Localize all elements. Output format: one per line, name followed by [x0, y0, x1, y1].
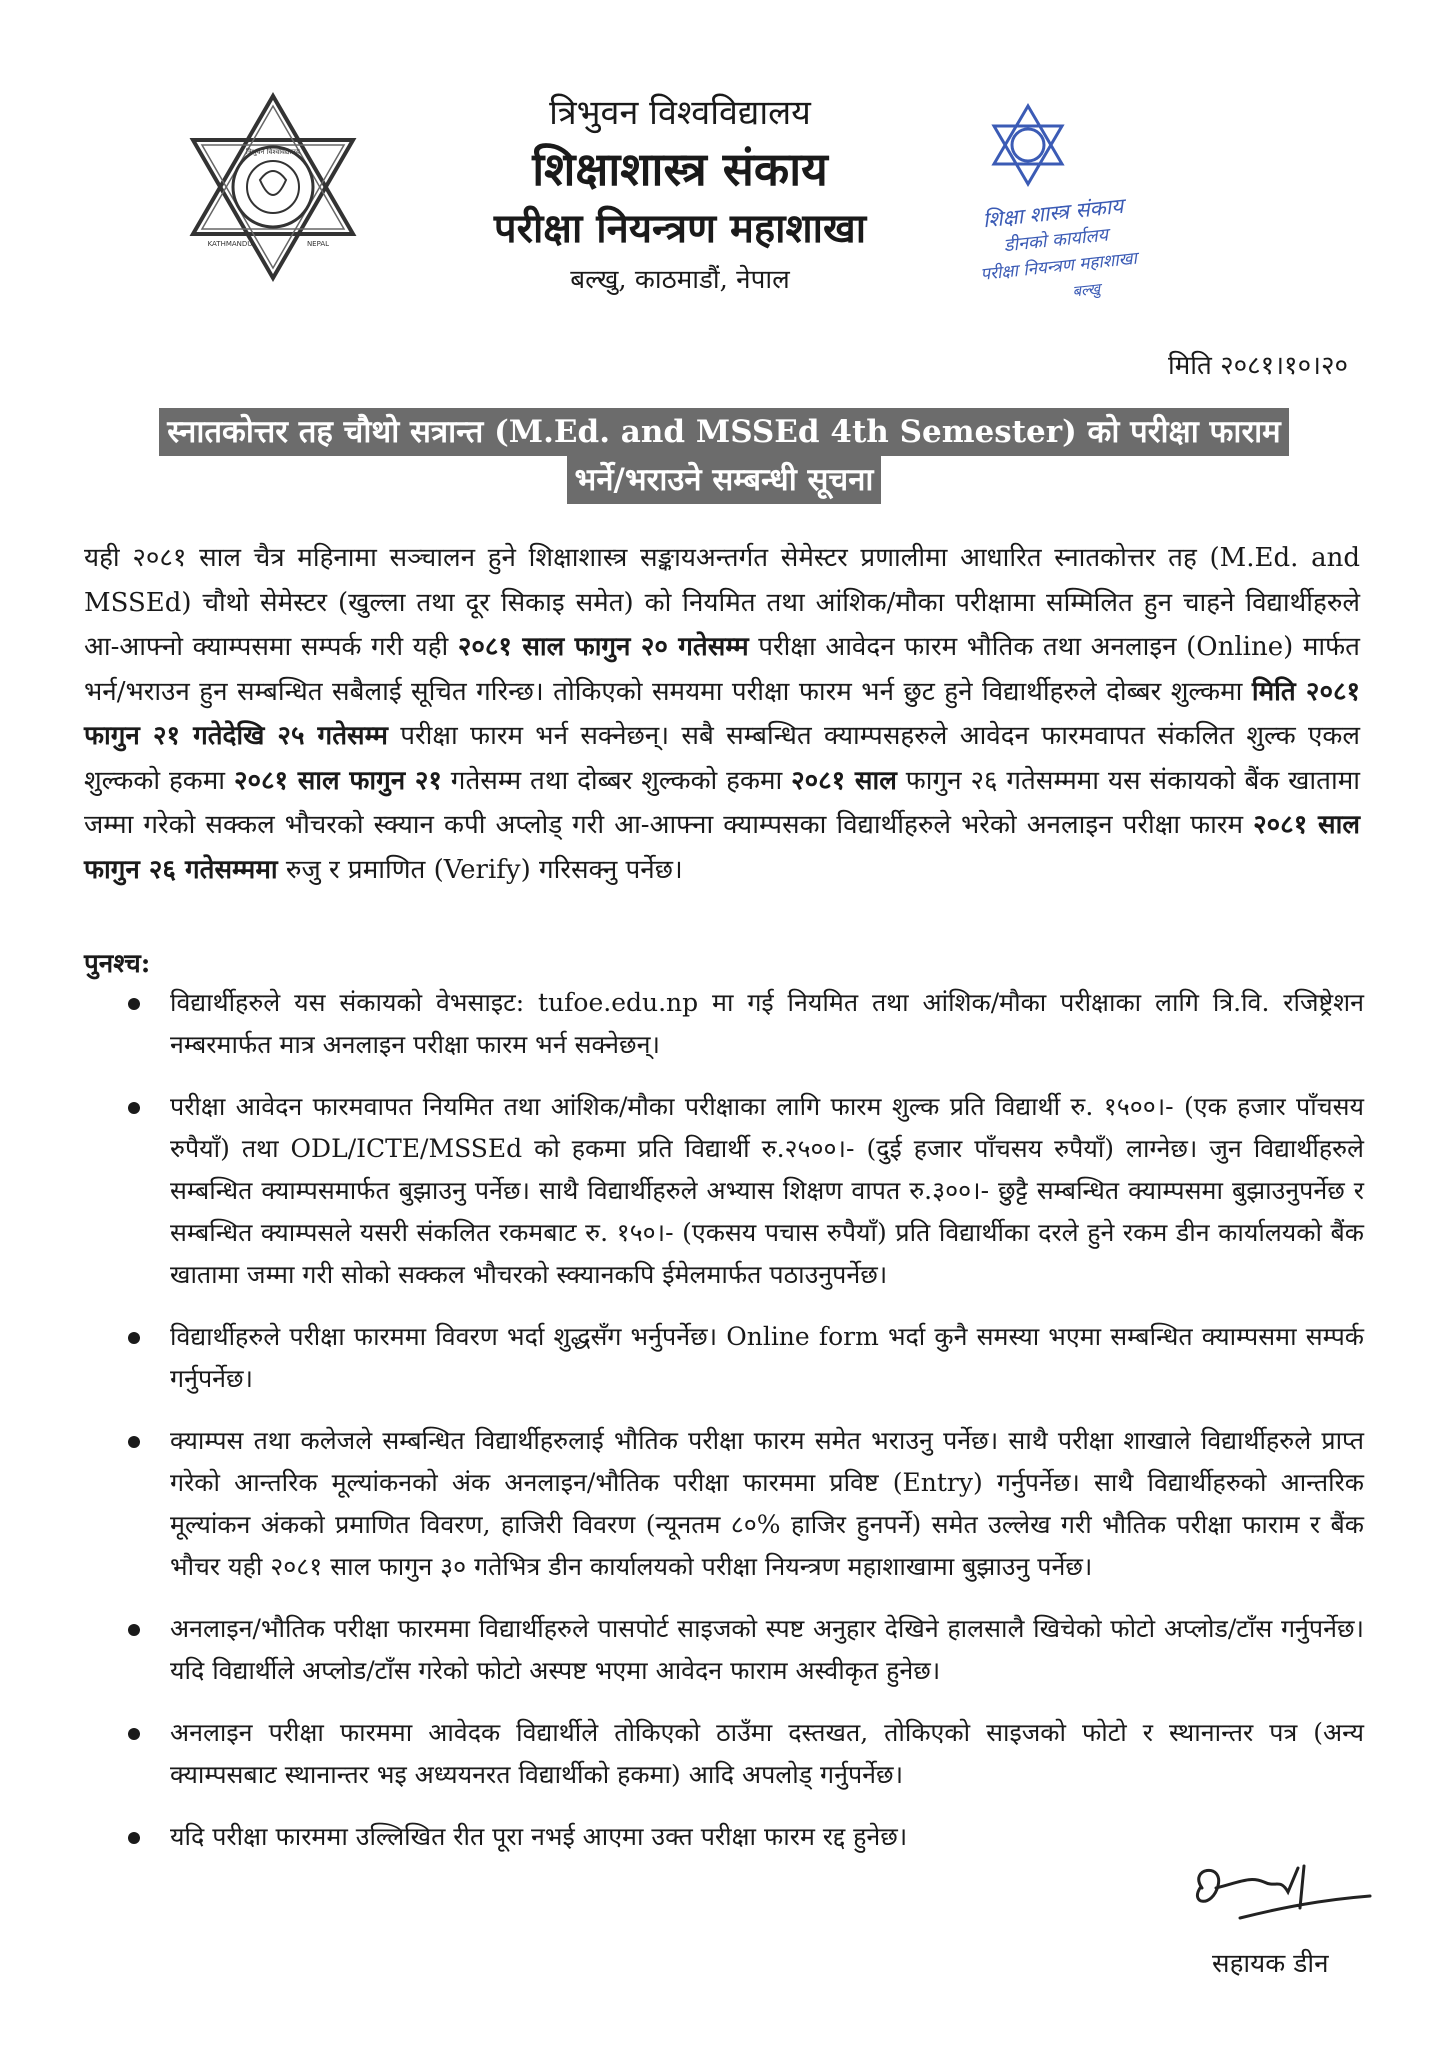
logo-text-top: त्रिभुवन विश्वविद्यालय — [246, 148, 300, 156]
body-bold-late-period: मिति २०८१ फागुन २१ गतेदेखि २५ गतेसम्म — [84, 676, 1361, 751]
bullet-icon — [128, 1728, 140, 1740]
list-item — [120, 1420, 1364, 1588]
list-item-text: अनलाइन/भौतिक परीक्षा फारममा विद्यार्थीहरुले पासपोर्ट साइजको स्पष्ट अनुहार देखिने हालसालै खिचेको फोटो अप्लोड/टाँस गर्नुपर्नेछ। यदि विद्यार्थीले अप्लोड/टाँस गरेको फोटो अस्पष्ट भएमा आवेदन फाराम अस्वीकृत हुनेछ। — [170, 1614, 1364, 1685]
list-item — [120, 1086, 1364, 1296]
notice-title — [118, 408, 1330, 504]
stamp-line-4: बल्खु — [1071, 279, 1101, 301]
stamp-line-3: परीक्षा नियन्त्रण महाशाखा — [979, 248, 1138, 285]
list-item-text: विद्यार्थीहरुले परीक्षा फारममा विवरण भर्दा शुद्धसँग भर्नुपर्नेछ। Online form भर्दा कुनै समस्या भएमा सम्बन्धित क्याम्पसमा सम्पर्क गर्नुपर्नेछ। — [170, 1322, 1364, 1393]
office-address: बल्खु, काठमाडौं, नेपाल — [570, 265, 790, 295]
bullet-icon — [128, 1102, 140, 1114]
office-stamp-icon — [940, 92, 1170, 322]
list-item-text: विद्यार्थीहरुले यस संकायको वेभसाइट: tufoe.edu.np मा गई नियमित तथा आंशिक/मौका परीक्षाका लागि त्रि.वि. रजिष्ट्रेशन नम्बरमार्फत मात्र अनलाइन परीक्षा फारम भर्न सक्नेछन्। — [170, 988, 1364, 1059]
list-item — [120, 1608, 1364, 1692]
notice-title-line-1: स्नातकोत्तर तह चौथो सत्रान्त (M.Ed. and MSSEd 4th Semester) को परीक्षा फाराम — [159, 408, 1288, 456]
body-bold-single-fee-date: २०८१ साल फागुन २१ — [233, 765, 442, 796]
bullet-icon — [128, 1624, 140, 1636]
list-item — [120, 1316, 1364, 1400]
list-item-text: परीक्षा आवेदन फारमवापत नियमित तथा आंशिक/मौका परीक्षाका लागि फारम शुल्क प्रति विद्यार्थी रु. १५००।- (एक हजार पाँचसय रुपैयाँ) तथा ODL/ICTE/MSSEd को हकमा प्रति विद्यार्थी रु.२५००।- (दुई हजार पाँचसय रुपैयाँ) लाग्नेछ। जुन विद्यार्थीहरुले सम्बन्धित क्याम्पसमार्फत बुझाउनु पर्नेछ। साथै विद्यार्थीहरुले अभ्यास शिक्षण वापत रु.३००।- छुट्टै सम्बन्धित क्याम्पसमा बुझाउनुपर्नेछ र सम्बन्धित क्याम्पसले यसरी संकलित रकमबाट रु. १५०।- (एकसय पचास रुपैयाँ) प्रति विद्यार्थीका दरले हुने रकम डीन कार्यालयको बैंक खातामा जम्मा गरी सोको सक्कल भौचरको स्क्यानकपि ईमेलमार्फत पठाउनुपर्नेछ। — [170, 1092, 1364, 1289]
notice-date: मिति २०८१।१०।२० — [1168, 351, 1348, 381]
list-item — [120, 982, 1364, 1066]
stamp-line-1: शिक्षा शास्त्र संकाय — [981, 193, 1125, 233]
list-item-text: यदि परीक्षा फारममा उल्लिखित रीत पूरा नभई आएमा उक्त परीक्षा फारम रद्द हुनेछ। — [170, 1822, 908, 1851]
signature-icon — [1180, 1848, 1380, 1938]
list-item-text: क्याम्पस तथा कलेजले सम्बन्धित विद्यार्थीहरुलाई भौतिक परीक्षा फारम समेत भराउनु पर्नेछ। साथै परीक्षा शाखाले विद्यार्थीहरुले प्राप्त गरेको आन्तरिक मूल्यांकनको अंक अनलाइन/भौतिक परीक्षा फारममा प्रविष्ट (Entry) गर्नुपर्नेछ। साथै विद्यार्थीहरुको आन्तरिक मूल्यांकन अंकको प्रमाणित विवरण, हाजिरी विवरण (न्यूनतम ८०% हाजिर हुनपर्ने) समेत उल्लेख गरी भौतिक परीक्षा फाराम र बैंक भौचर यही २०८१ साल फागुन ३० गतेभित्र डीन कार्यालयको परीक्षा नियन्त्रण महाशाखामा बुझाउनु पर्नेछ। — [170, 1426, 1364, 1581]
division-name: परीक्षा नियन्त्रण महाशाखा — [493, 205, 867, 252]
body-bold-deadline: २०८१ साल फागुन २० गतेसम्म — [457, 632, 749, 662]
signatory-title: सहायक डीन — [1212, 1949, 1329, 1979]
postscript-label: पुनश्च: — [84, 949, 151, 979]
bullet-icon — [128, 1332, 140, 1344]
body-text: परीक्षा आवेदन फारम भौतिक तथा अनलाइन (Online) मार्फत भर्न/भराउन हुन सम्बन्धित सबैलाई सूचित गरिन्छ। तोकिएको समयमा परीक्षा फारम भर्न छुट हुने विद्यार्थीहरुले दोब्बर शुल्कमा — [84, 632, 1360, 707]
logo-text-left: KATHMANDU — [207, 240, 253, 248]
instruction-list — [120, 982, 1364, 1878]
body-bold-verify-date: २०८१ साल फागुन २६ गतेसम्ममा — [84, 810, 1360, 885]
notice-body — [84, 536, 1360, 892]
body-bold-double-fee-date: २०८१ साल — [791, 765, 897, 796]
body-text: फागुन २६ गतेसम्ममा यस संकायको बैंक खातामा जम्मा गरेको सक्कल भौचरको स्क्यान कपी अप्लोड् गरी आ-आफ्ना क्याम्पसका विद्यार्थीहरुले भरेको अनलाइन परीक्षा फारम — [84, 765, 1361, 840]
list-item-text: अनलाइन परीक्षा फारममा आवेदक विद्यार्थीले तोकिएको ठाउँमा दस्तखत, तोकिएको साइजको फोटो र स्थानान्तर पत्र (अन्य क्याम्पसबाट स्थानान्तर भइ अध्ययनरत विद्यार्थीको हकमा) आदि अपलोड् गर्नुपर्नेछ। — [170, 1718, 1364, 1789]
bullet-icon — [128, 1832, 140, 1844]
university-logo-icon — [178, 92, 368, 282]
logo-text-right: NEPAL — [306, 240, 330, 248]
bullet-icon — [128, 1436, 140, 1448]
university-name: त्रिभुवन विश्वविद्यालय — [549, 93, 811, 133]
faculty-name: शिक्षाशास्त्र संकाय — [532, 142, 828, 196]
body-text: यही २०८१ साल चैत्र महिनामा सञ्चालन हुने शिक्षाशास्त्र सङ्कायअन्तर्गत सेमेस्टर प्रणालीमा आधारित स्नातकोत्तर तह (M.Ed. and MSSEd) चौथो सेमेस्टर (खुल्ला तथा दूर सिकाइ समेत) को नियमित तथा आंशिक/मौका परीक्षामा सम्मिलित हुन चाहने विद्यार्थीहरुले आ-आफ्नो क्याम्पसमा सम्पर्क गरी यही — [84, 543, 1360, 662]
notice-title-line-2: भर्ने/भराउने सम्बन्धी सूचना — [567, 456, 882, 504]
stamp-line-2: डीनको कार्यालय — [1002, 224, 1110, 257]
bullet-icon — [128, 998, 140, 1010]
body-text: रुजु र प्रमाणित (Verify) गरिसक्नु पर्नेछ। — [277, 854, 683, 885]
letterhead — [380, 88, 980, 302]
body-text: परीक्षा फारम भर्न सक्नेछन्। सबै सम्बन्धित क्याम्पसहरुले आवेदन फारमवापत संकलित शुल्क एकल शुल्कको हकमा — [84, 721, 1360, 796]
body-text: गतेसम्म तथा दोब्बर शुल्कको हकमा — [441, 765, 792, 796]
list-item — [120, 1712, 1364, 1796]
list-item — [120, 1816, 1364, 1858]
